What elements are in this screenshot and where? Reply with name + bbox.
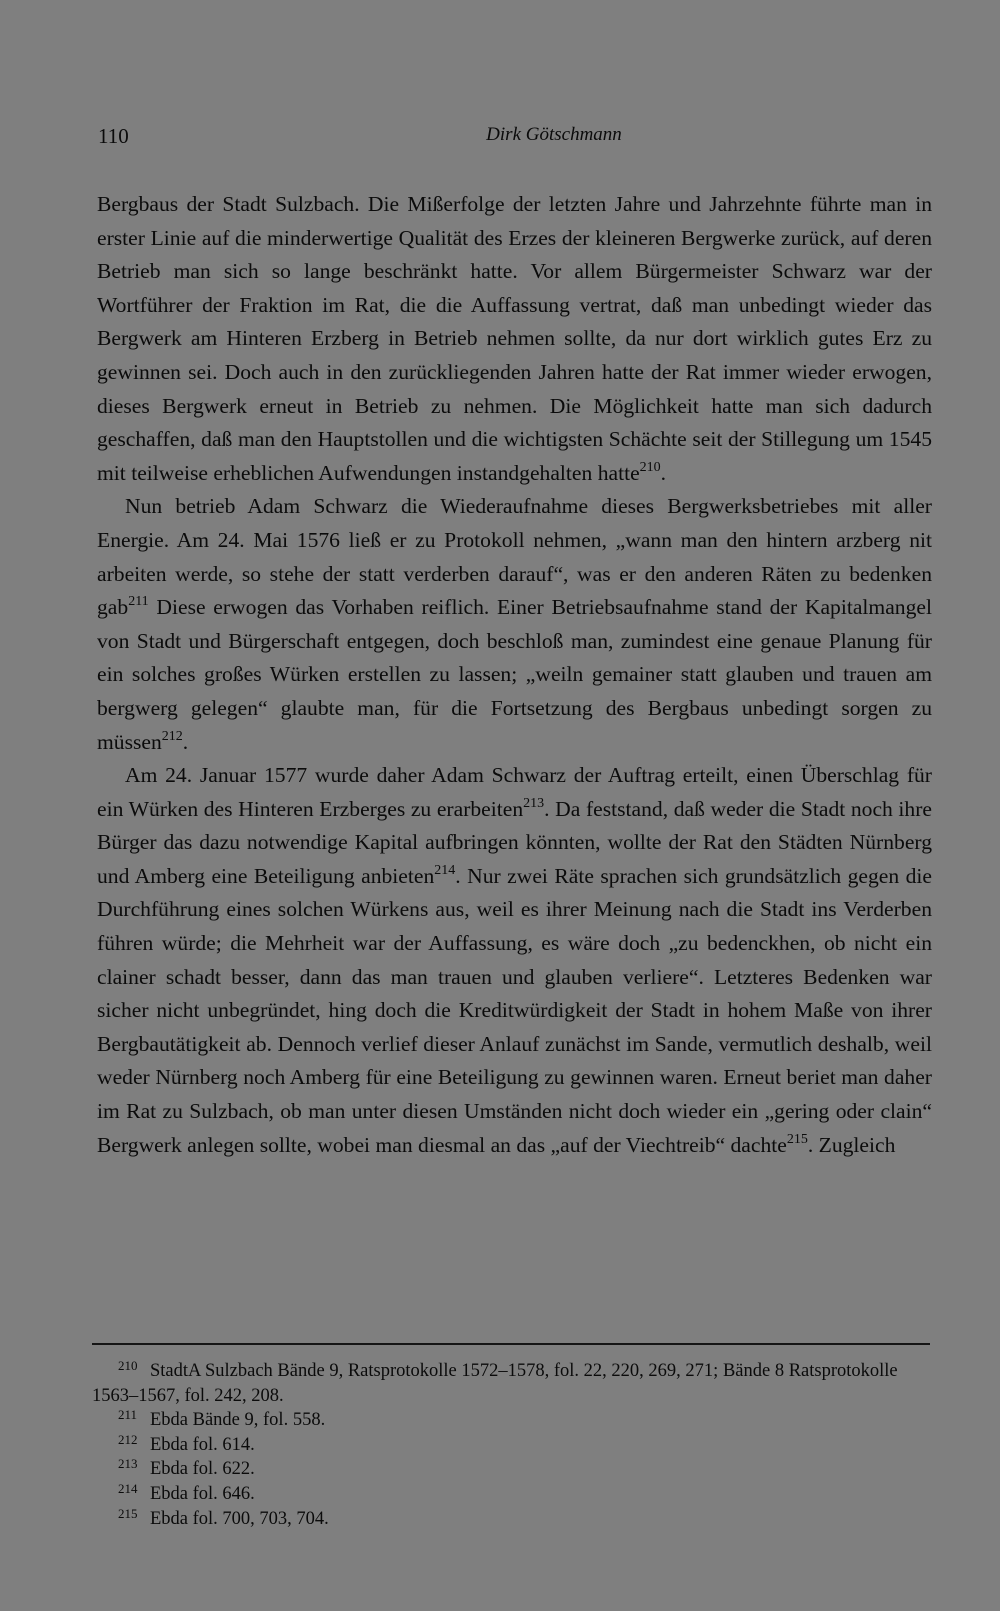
- footnote-text: Ebda fol. 614.: [150, 1434, 255, 1455]
- paragraph-text: . Nur zwei Räte sprachen sich grundsätzlich gegen die Durchführung eines solchen Würkens aus, weil es ihrer Meinung nach die Stadt ins Verderben führen würde; die Mehrheit war der Auffassung, es wäre doch „zu bedenckhen, ob nicht ein clainer schadt besser, dann das man trauen und glauben verliere“. Letzteres Bedenken war sicher nicht unbegründet, hing doch die Kreditwürdigkeit der Stadt in hohem Maße von ihrer Bergbautätigkeit ab. Dennoch verlief dieser Anlauf zunächst im Sande, vermutlich deshalb, weil weder Nürnberg noch Amberg für eine Beteiligung zu gewinnen waren. Erneut beriet man daher im Rat zu Sulzbach, ob man unter diesen Umständen nicht doch wieder ein „gering oder clain“ Bergwerk anlegen sollte, wobei man diesmal an das „auf der Viechtreib“ dachte: [97, 863, 933, 1157]
- footnote: 211 Ebda Bände 9, fol. 558.: [118, 1407, 326, 1431]
- footnote-reference[interactable]: 212: [161, 728, 183, 744]
- paragraph: [97, 759, 932, 1162]
- page-number: 110: [98, 124, 129, 148]
- paragraph-text: . Zugleich: [807, 1132, 896, 1157]
- paragraph-text: Nun betrieb Adam Schwarz die Wiederaufnahme dieses Bergwerksbetriebes mit aller Energie. Am 24. Mai 1576 ließ er zu Protokoll nehmen, „wann man den hintern arzberg nit arbeiten werde, so stehe der statt verderben darauf“, was er den anderen Räten zu bedenken gab: [97, 494, 932, 620]
- footnote: 215 Ebda fol. 700, 703, 704.: [118, 1505, 329, 1529]
- footnote: 214 Ebda fol. 646.: [118, 1480, 255, 1504]
- footnote-text: Ebda fol. 646.: [150, 1483, 255, 1504]
- footnote-divider: [92, 1343, 930, 1345]
- paragraph: [97, 490, 932, 759]
- footnote-reference[interactable]: 210: [639, 459, 661, 475]
- paragraph-text: .: [182, 729, 189, 754]
- footnote-reference[interactable]: 211: [128, 594, 149, 610]
- paragraph-text: Diese erwogen das Vorhaben reiflich. Einer Betriebsaufnahme stand der Kapitalmangel von Stadt und Bürgerschaft entgegen, doch beschloß man, zumindest eine genaue Planung für ein solches großes Würken erstellen zu lassen; „weiln gemainer statt glauben und trauen am bergwerg gelegen“ glaubte man, für die Fortsetzung des Bergbaus unbedingt sorgen zu müssen: [97, 595, 932, 754]
- running-head-author: Dirk Götschmann: [486, 124, 622, 145]
- paragraph-text: .: [660, 460, 667, 485]
- footnote: 213 Ebda fol. 622.: [118, 1456, 255, 1480]
- footnote-reference[interactable]: 213: [523, 795, 545, 811]
- paragraph-text: . Da feststand, daß weder die Stadt noch ihre Bürger das dazu notwendige Kapital aufbringen könnten, wollte der Rat den Städten Nürnberg und Amberg eine Beteiligung anbieten: [97, 796, 933, 888]
- paragraph: [97, 188, 932, 490]
- body-text: [97, 188, 932, 1162]
- paragraph-text: Bergbaus der Stadt Sulzbach. Die Mißerfolge der letzten Jahre und Jahrzehnte führte man in erster Linie auf die minderwertige Qualität des Erzes der kleineren Bergwerke zurück, auf deren Betrieb man sich so lange beschränkt hatte. Vor allem Bürgermeister Schwarz war der Wortführer der Fraktion im Rat, die die Auffassung vertrat, daß man unbedingt wieder das Bergwerk am Hinteren Erzberg in Betrieb nehmen sollte, da nur dort wirklich gutes Erz zu gewinnen sei. Doch auch in den zurückliegenden Jahren hatte der Rat immer wieder erwogen, dieses Bergwerk erneut in Betrieb zu nehmen. Die Möglichkeit hatte man sich dadurch geschaffen, daß man den Hauptstollen und die wichtigsten Schächte seit der Stillegung um 1545 mit teilweise erheblichen Aufwendungen instandgehalten hatte: [97, 192, 932, 485]
- footnotes: [92, 1359, 930, 1531]
- paragraph-text: Am 24. Januar 1577 wurde daher Adam Schwarz der Auftrag erteilt, einen Überschlag für ein Würken des Hinteren Erzberges zu erarbeiten: [97, 763, 932, 821]
- footnote-text: StadtA Sulzbach Bände 9, Ratsprotokolle 1572–1578, fol. 22, 220, 269, 271; Bände 8 Ratsprotokolle 1563–1567, fol. 242, 208.: [92, 1361, 898, 1406]
- footnote-text: Ebda fol. 622.: [150, 1459, 255, 1480]
- page-header: [96, 124, 932, 154]
- footnote-reference[interactable]: 215: [786, 1131, 808, 1147]
- footnote-text: Ebda fol. 700, 703, 704.: [150, 1508, 329, 1529]
- footnote: 212 Ebda fol. 614.: [118, 1431, 255, 1455]
- footnote-reference[interactable]: 214: [434, 862, 456, 878]
- footnote-text: Ebda Bände 9, fol. 558.: [150, 1410, 326, 1431]
- footnote: 210 StadtA Sulzbach Bände 9, Ratsprotokolle 1572–1578, fol. 22, 220, 269, 271; Bände 8 Ratsprotokolle 1563–1567, fol. 242, 208.: [92, 1358, 898, 1406]
